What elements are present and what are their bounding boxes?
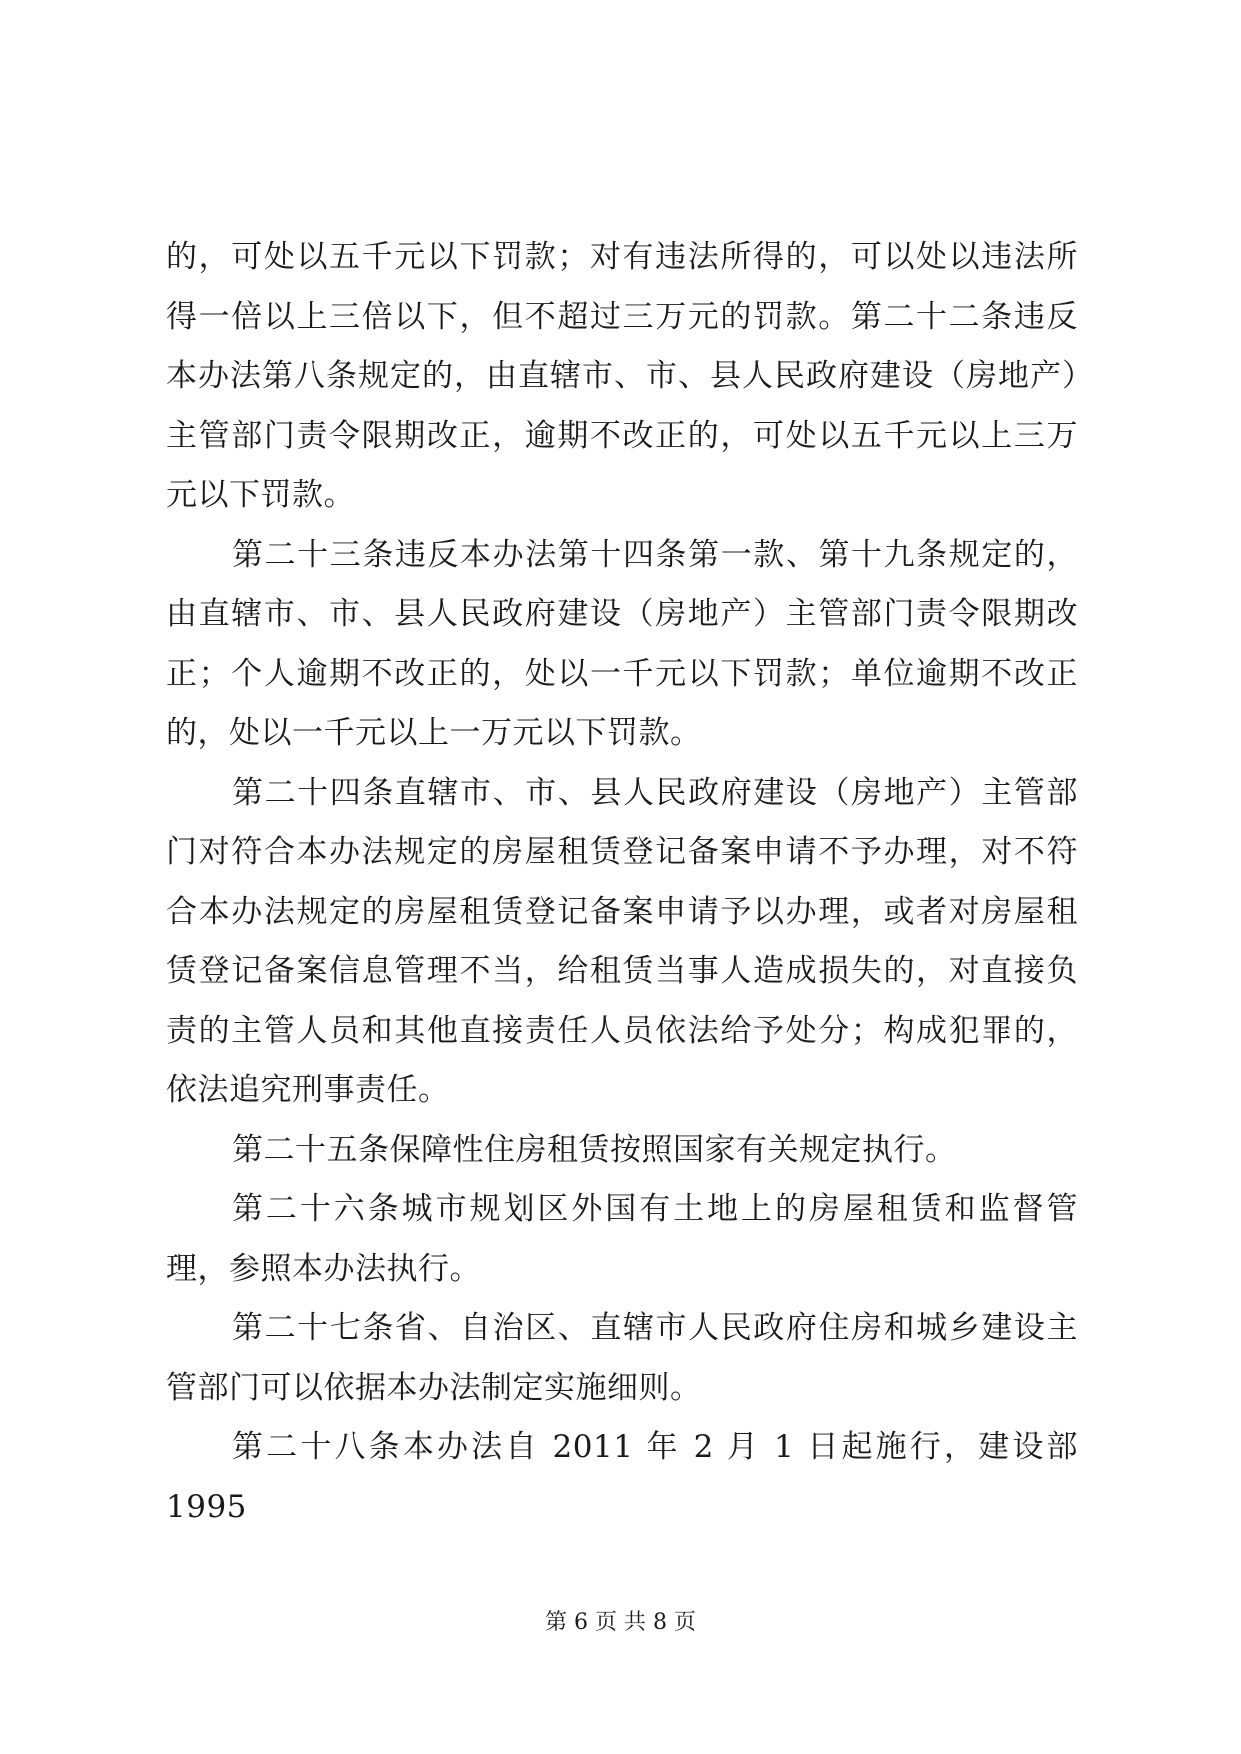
page-footer (0, 1608, 1241, 1638)
paragraph-article-28: 第二十八条本办法自 2011 年 2 月 1 日起施行，建设部 1995 (166, 1429, 1078, 1525)
paragraph-article-27: 第二十七条省、自治区、直辖市人民政府住房和城乡建设主管部门可以依据本办法制定实施细则。 (166, 1310, 1078, 1406)
document-body (166, 228, 1078, 1537)
paragraph-article-24: 第二十四条直辖市、市、县人民政府建设（房地产）主管部门对符合本办法规定的房屋租赁登记备案申请不予办理，对不符合本办法规定的房屋租赁登记备案申请予以办理，或者对房屋租赁登记备案信息管理不当，给租赁当事人造成损失的，对直接负责的主管人员和其他直接责任人员依法给予处分；构成犯罪的，依法追究刑事责任。 (166, 774, 1078, 1108)
paragraph-article-26: 第二十六条城市规划区外国有土地上的房屋租赁和监督管理，参照本办法执行。 (166, 1191, 1078, 1287)
paragraph-article-23: 第二十三条违反本办法第十四条第一款、第十九条规定的，由直辖市、市、县人民政府建设（房地产）主管部门责令限期改正；个人逾期不改正的，处以一千元以下罚款；单位逾期不改正的，处以一千元以上一万元以下罚款。 (166, 536, 1078, 751)
paragraph-1: 的，可处以五千元以下罚款；对有违法所得的，可以处以违法所得一倍以上三倍以下，但不超过三万元的罚款。第二十二条违反本办法第八条规定的，由直辖市、市、县人民政府建设（房地产）主管部门责令限期改正，逾期不改正的，可处以五千元以上三万元以下罚款。 (166, 239, 1078, 513)
page-number-label: 第 6 页 共 8 页 (545, 1610, 696, 1635)
paragraph-article-25: 第二十五条保障性住房租赁按照国家有关规定执行。 (232, 1131, 957, 1168)
